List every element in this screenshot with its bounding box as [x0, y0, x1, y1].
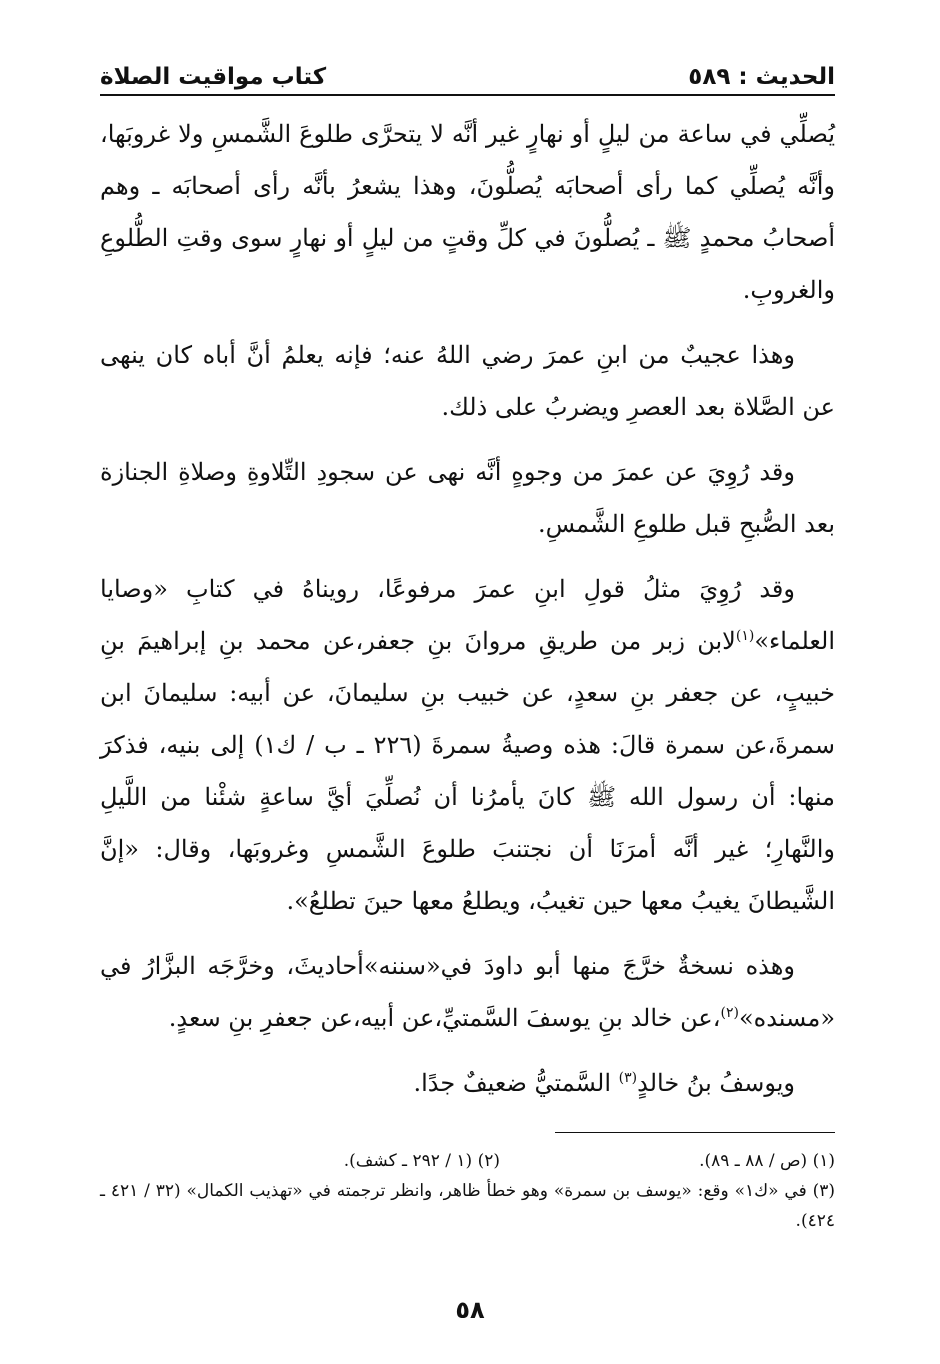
header-rule [100, 94, 835, 96]
page-number: ٥٨ [455, 1296, 485, 1324]
paragraph-1: يُصلِّي في ساعة من ليلٍ أو نهارٍ غير أنَّه لا يتحرَّى طلوعَ الشَّمسِ ولا غروبَها، وأنَّه يُصلِّي كما رأى أصحابَه يُصلُّونَ، وهذا يشعرُ بأنَّه رأى أصحابَه ـ وهم أصحابُ محمدٍ ﷺ ـ يُصلُّونَ في كلِّ وقتٍ من ليلٍ أو نهارٍ سوى وقتِ الطُّلوعِ والغروبِ. [100, 120, 835, 304]
footnote-row [100, 1146, 835, 1176]
paragraph-4-part-1: وقد رُوِيَ مثلُ قولِ ابنِ عمرَ مرفوعًا، رويناهُ في كتابِ «وصايا العلماء» [100, 575, 835, 655]
footnote-ref-2: (٢) [720, 1005, 739, 1021]
paragraph-4 [100, 563, 835, 927]
paragraph-3: وقد رُوِيَ عن عمرَ من وجوهٍ أنَّه نهى عن سجودِ التِّلاوةِ وصلاةِ الجنازة بعد الصُّبحِ قبل طلوعِ الشَّمسِ. [100, 458, 835, 538]
footnote-ref-3: (٣) [618, 1070, 638, 1086]
running-header [100, 52, 835, 92]
footnote-ref-1: (١) [735, 628, 755, 644]
paragraph-6-part-2: السَّمتيُّ ضعيفٌ جدًا. [413, 1069, 619, 1097]
paragraph-6 [100, 1057, 835, 1109]
footnote-2: (٢) (١ / ٢٩٢ ـ كشف). [343, 1151, 500, 1171]
footnote-1: (١) (ص / ٨٨ ـ ٨٩). [699, 1151, 835, 1171]
paragraph-4-part-2: لابن زبر من طريقِ مروانَ بنِ جعفر،عن محمد بنِ إبراهيمَ بنِ خبيبٍ، عن جعفر بنِ سعدٍ، عن خبيب بنِ سليمانَ، عن أبيه: سليمانَ ابن سمرةَ،عن سمرة قالَ: هذه وصيةُ سمرةَ (٢٢٦ ـ ب / ك١) إلى بنيه، فذكرَ منها: أن رسول الله ﷺ كانَ يأمرُنا أن نُصلِّيَ أيَّ ساعةٍ شئْنا من اللَّيلِ والنَّهارِ؛ غير أنَّه أمرَنَا أن نجتنبَ طلوعَ الشَّمسِ وغروبَها، وقال: «إنَّ الشَّيطانَ يغيبُ معها حين تغيبُ، ويطلعُ معها حينَ تطلعُ». [100, 627, 835, 915]
paragraph-5-part-1: وهذه نسخةٌ خرَّجَ منها أبو داودَ في«سننه»أحاديثَ، وخرَّجَه البزَّارُ في «مسنده» [100, 952, 835, 1032]
main-text [100, 108, 835, 1122]
footnote-3: (٣) في «ك١» وقع: «يوسف بن سمرة» وهو خطأ ظاهر، وانظر ترجمته في «تهذيب الكمال» (٣٢ / ٤٢١ ـ ٤٢٤). [100, 1181, 835, 1231]
paragraph-2: وهذا عجيبٌ من ابنِ عمرَ رضي اللهُ عنه؛ فإنه يعلمُ أنَّ أباه كان ينهى عن الصَّلاة بعد العصرِ ويضربُ على ذلك. [100, 341, 835, 421]
paragraph-5 [100, 940, 835, 1044]
book-section-title: كتاب مواقيت الصلاة [100, 64, 327, 90]
paragraph-5-part-2: ،عن خالد بنِ يوسفَ السَّمتيِّ،عن أبيه،عن جعفرِ بنِ سعدٍ. [168, 1004, 721, 1032]
footnotes [100, 1146, 835, 1236]
paragraph-6-part-1: ويوسفُ بنُ خالدٍ [637, 1069, 795, 1097]
footnote-rule [555, 1132, 835, 1133]
hadith-number-label: الحديث : ٥٨٩ [688, 64, 835, 90]
